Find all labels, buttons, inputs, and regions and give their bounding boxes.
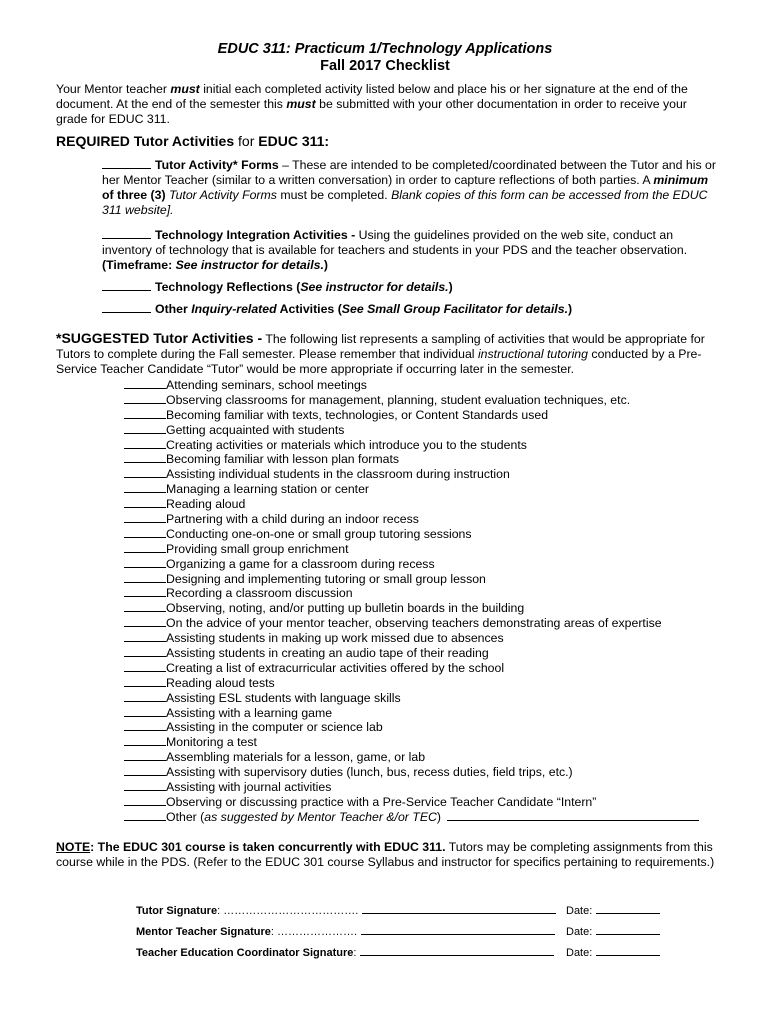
list-item-label: Getting acquainted with students — [166, 422, 345, 437]
initial-blank[interactable] — [124, 497, 166, 508]
intro-paragraph — [56, 82, 721, 127]
initial-blank[interactable] — [124, 467, 166, 478]
initial-blank[interactable] — [124, 735, 166, 746]
initial-blank[interactable] — [124, 765, 166, 776]
list-item — [124, 393, 724, 408]
list-item — [124, 467, 724, 482]
required-item-emph: See Small Group Facilitator for details. — [341, 302, 568, 316]
initial-blank[interactable] — [124, 378, 166, 389]
initial-blank[interactable] — [124, 706, 166, 717]
intro-text-2: initial each completed activity listed below and place his or her signature at the end of the document. At the end of the semester this — [56, 82, 688, 111]
coordinator-date-line[interactable] — [596, 945, 660, 956]
list-item-label: Creating activities or materials which introduce you to the students — [166, 437, 527, 452]
list-item-label: Assisting in the computer or science lab — [166, 720, 383, 735]
tutor-signature-row — [136, 903, 593, 917]
required-heading-c: EDUC 311: — [258, 133, 330, 149]
required-item-italic: Blank copies of this form can be accessed from the EDUC 311 website]. — [102, 188, 708, 217]
other-write-line[interactable] — [447, 810, 699, 821]
initial-blank[interactable] — [102, 228, 151, 239]
initial-blank[interactable] — [124, 482, 166, 493]
intro-must-2: must — [286, 97, 316, 111]
list-item-label: Assisting with supervisory duties (lunch, bus, recess duties, field trips, etc.) — [166, 765, 573, 780]
date-label: Date: — [566, 947, 593, 959]
list-item — [124, 765, 724, 780]
list-item — [124, 557, 724, 572]
list-item-label: Managing a learning station or center — [166, 482, 370, 497]
signature-dots: : ………………………………. — [217, 905, 359, 917]
suggested-text-3: conducted by a Pre-Service Teacher Candidate “Tutor” would be more appropriate if occurring later in the semester. — [56, 347, 702, 376]
required-item-bold: (Timeframe: — [102, 258, 176, 272]
coordinator-signature-line[interactable] — [360, 945, 554, 956]
date-label: Date: — [566, 905, 593, 917]
document-subtitle: Fall 2017 Checklist — [320, 58, 450, 74]
required-item-text: Using the guidelines provided on the web site, conduct an inventory of technology that is available for teachers and students in your PDS and the teacher observation. — [102, 228, 688, 257]
list-item — [124, 795, 724, 810]
list-item — [124, 497, 724, 512]
list-item — [124, 676, 724, 691]
mentor-signature-label: Mentor Teacher Signature — [136, 926, 271, 938]
required-item-bold: ) — [567, 302, 573, 316]
document-title: EDUC 311: Practicum 1/Technology Applications — [217, 41, 553, 57]
initial-blank[interactable] — [124, 631, 166, 642]
other-hint: as suggested by Mentor Teacher &/or TEC — [204, 809, 437, 824]
initial-blank[interactable] — [124, 676, 166, 687]
required-item-emph: Inquiry-related — [191, 302, 277, 316]
list-item — [124, 512, 724, 527]
note-bold-text: : The EDUC 301 course is taken concurrently with EDUC 311. — [90, 840, 446, 854]
required-item-label: Tutor Activity* Forms — [155, 158, 279, 172]
initial-blank[interactable] — [124, 423, 166, 434]
other-label: Other ( — [166, 809, 205, 824]
required-heading-b: for — [234, 133, 259, 149]
list-item-label: Reading aloud tests — [166, 675, 275, 690]
list-item-label: Organizing a game for a classroom during recess — [166, 556, 435, 571]
required-item-label: Technology Integration Activities - — [155, 228, 356, 242]
list-item — [124, 706, 724, 721]
mentor-date-line[interactable] — [596, 924, 660, 935]
coordinator-signature-label: Teacher Education Coordinator Signature — [136, 947, 354, 959]
required-item-tech-reflections — [102, 280, 722, 295]
required-item-text: must be completed. — [276, 188, 392, 202]
list-item-label: Assisting ESL students with language skills — [166, 690, 401, 705]
list-item-label: Providing small group enrichment — [166, 541, 349, 556]
list-item-label: Becoming familiar with lesson plan formats — [166, 452, 400, 467]
tutor-date — [566, 903, 660, 917]
initial-blank[interactable] — [124, 646, 166, 657]
initial-blank[interactable] — [102, 280, 151, 291]
tutor-date-line[interactable] — [596, 903, 660, 914]
required-item-italic: Tutor Activity Forms — [168, 188, 277, 202]
initial-blank[interactable] — [124, 586, 166, 597]
required-item-emph: See instructor for details. — [175, 258, 324, 272]
list-item-label: Creating a list of extracurricular activities offered by the school — [166, 660, 505, 675]
list-item-label: Observing classrooms for management, planning, student evaluation techniques, etc. — [166, 392, 631, 407]
list-item-label: Conducting one-on-one or small group tutoring sessions — [166, 526, 472, 541]
signature-dots: : …………………. — [270, 926, 358, 938]
list-item-other — [124, 810, 724, 825]
tutor-signature-line[interactable] — [362, 903, 556, 914]
list-item — [124, 720, 724, 735]
list-item — [124, 735, 724, 750]
required-item-bold: ) — [448, 280, 453, 294]
initial-blank[interactable] — [124, 542, 166, 553]
suggested-activity-list — [124, 378, 724, 825]
list-item-label: On the advice of your mentor teacher, observing teachers demonstrating areas of expertise — [166, 616, 662, 631]
list-item — [124, 631, 724, 646]
list-item-label: Assisting students in creating an audio tape of their reading — [166, 646, 489, 661]
initial-blank[interactable] — [124, 601, 166, 612]
list-item — [124, 423, 724, 438]
list-item — [124, 408, 724, 423]
note-label: NOTE — [56, 840, 91, 854]
tutor-signature-label: Tutor Signature — [136, 905, 218, 917]
required-item-emph: See instructor for details. — [300, 280, 449, 294]
list-item — [124, 378, 724, 393]
initial-blank[interactable] — [124, 527, 166, 538]
initial-blank[interactable] — [124, 780, 166, 791]
suggested-intro — [56, 331, 721, 377]
list-item — [124, 646, 724, 661]
list-item-label: Designing and implementing tutoring or small group lesson — [166, 571, 486, 586]
required-item-label: Other — [155, 302, 192, 316]
list-item — [124, 572, 724, 587]
required-item-bold: ) — [323, 258, 328, 272]
signature-dots: : — [353, 947, 357, 959]
list-item — [124, 527, 724, 542]
required-item-other-inquiry — [102, 302, 722, 317]
required-heading-a: REQUIRED Tutor Activities — [56, 133, 235, 149]
initial-blank[interactable] — [124, 512, 166, 523]
initial-blank[interactable] — [102, 302, 151, 313]
initial-blank[interactable] — [124, 452, 166, 463]
list-item-label: Observing or discussing practice with a Pre-Service Teacher Candidate “Intern” — [166, 794, 597, 809]
initial-blank[interactable] — [124, 795, 166, 806]
list-item — [124, 452, 724, 467]
list-item-label: Monitoring a test — [166, 735, 257, 750]
required-item-label: Technology Reflections ( — [155, 280, 301, 294]
list-item-label: Assembling materials for a lesson, game, or lab — [166, 750, 426, 765]
list-item-label: Becoming familiar with texts, technologies, or Content Standards used — [166, 407, 549, 422]
initial-blank[interactable] — [124, 572, 166, 583]
note-text: Tutors may be completing assignments from this course while in the PDS. (Refer to the EDUC 301 course Syllabus and instructor for specifics pertaining to requirements.) — [56, 840, 715, 869]
initial-blank[interactable] — [124, 616, 166, 627]
list-item — [124, 661, 724, 676]
initial-blank[interactable] — [124, 557, 166, 568]
suggested-heading: *SUGGESTED Tutor Activities - — [56, 330, 263, 346]
list-item-label: Reading aloud — [166, 497, 246, 512]
list-item — [124, 542, 724, 557]
initial-blank[interactable] — [124, 810, 166, 821]
suggested-text-2: instructional tutoring — [477, 347, 588, 361]
list-item — [124, 750, 724, 765]
list-item — [124, 482, 724, 497]
mentor-signature-line[interactable] — [361, 924, 555, 935]
initial-blank[interactable] — [102, 158, 151, 169]
list-item-label: Observing, noting, and/or putting up bulletin boards in the building — [166, 601, 525, 616]
initial-blank[interactable] — [124, 720, 166, 731]
required-item-bold: Activities ( — [276, 302, 342, 316]
list-item — [124, 438, 724, 453]
initial-blank[interactable] — [124, 691, 166, 702]
list-item-label: Partnering with a child during an indoor recess — [166, 512, 419, 527]
list-item — [124, 616, 724, 631]
initial-blank[interactable] — [124, 393, 166, 404]
date-label: Date: — [566, 926, 593, 938]
intro-text-3: be submitted with your other documentation in order to receive your grade for EDUC 311. — [56, 97, 687, 126]
list-item — [124, 601, 724, 616]
initial-blank[interactable] — [124, 750, 166, 761]
list-item — [124, 691, 724, 706]
list-item-label: Attending seminars, school meetings — [166, 378, 367, 392]
list-item — [124, 586, 724, 601]
list-item-label: Assisting individual students in the classroom during instruction — [166, 467, 510, 482]
intro-must-1: must — [170, 82, 200, 96]
initial-blank[interactable] — [124, 438, 166, 449]
coordinator-signature-row — [136, 945, 593, 959]
list-item-label: Recording a classroom discussion — [166, 586, 353, 601]
coordinator-date — [566, 945, 660, 959]
list-item-label: Assisting with journal activities — [166, 780, 332, 795]
required-item-tutor-forms — [102, 158, 722, 218]
initial-blank[interactable] — [124, 408, 166, 419]
note-paragraph — [56, 840, 726, 870]
list-item — [124, 780, 724, 795]
list-item-label: Assisting students in making up work missed due to absences — [166, 631, 504, 646]
suggested-text-1: The following list represents a sampling of activities that would be appropriate for Tutors to complete during the Fall semester. Please remember that individual — [56, 332, 705, 361]
mentor-date — [566, 924, 660, 938]
list-item-label: Assisting with a learning game — [166, 705, 333, 720]
required-item-tech-integration — [102, 228, 722, 273]
other-close: ) — [436, 809, 442, 824]
required-item-emph: minimum — [653, 173, 709, 187]
required-item-text: – These are intended to be completed/coordinated between the Tutor and his or her Mentor Teacher (similar to a written conversation) in order to capture reflections of both parties. A — [102, 158, 716, 187]
intro-text-1: Your Mentor teacher — [56, 82, 171, 96]
initial-blank[interactable] — [124, 661, 166, 672]
required-item-bold: of three (3) — [102, 188, 169, 202]
required-heading — [56, 133, 329, 149]
mentor-signature-row — [136, 924, 593, 938]
